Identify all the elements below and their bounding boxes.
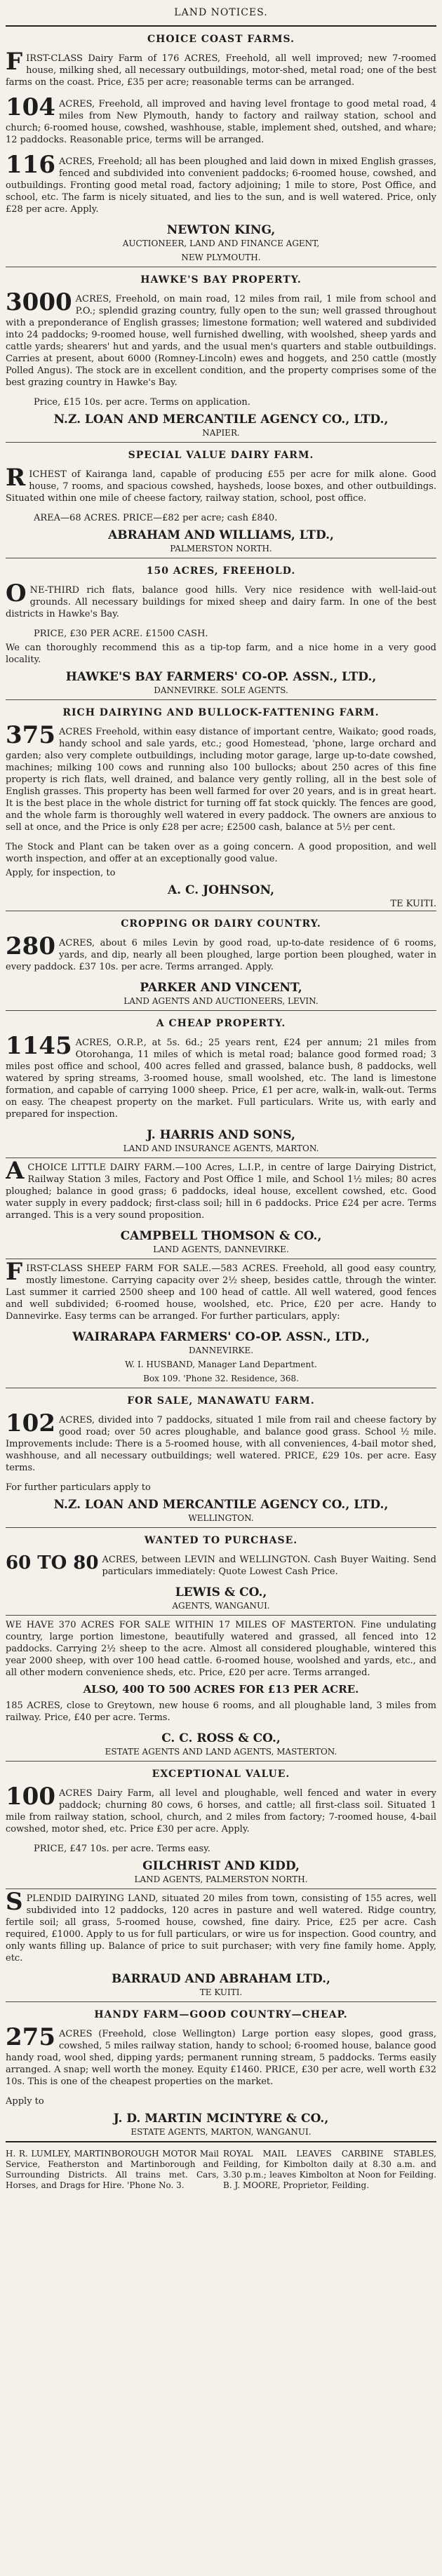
firm-name: CAMPBELL THOMSON & CO., (120, 1229, 322, 1243)
ad-text: ACRES (Freehold, close Wellington) Large portion easy slopes, good grass, cowshed, 5 miles railway station, handy to school; 6-roomed house, balance good handy road, wool shed, dipping yards; permanent running stream, 5 paddocks. Terms easily arranged. A snap; well worth the money. Equity £1460. PRICE, £30 per acre, well worth £32 10s. This is one of the cheapest properties on the market. (6, 2029, 436, 2087)
firm-name: LEWIS & CO., (175, 1585, 267, 1599)
divider (6, 1761, 436, 1762)
divider (6, 2001, 436, 2002)
firm-name: GILCHRIST AND KIDD, (142, 1859, 300, 1873)
manager-line: W. I. HUSBAND, Manager Land Department. (125, 1360, 317, 1369)
drop-cap: F (6, 51, 23, 76)
footer-ad-left (6, 2147, 219, 2193)
drop-cap: 102 (6, 1412, 55, 1437)
section-heading-150-acres: 150 ACRES, FREEHOLD. (146, 565, 296, 577)
ad-wanted (6, 1552, 436, 1580)
firm-name: J. D. MARTIN MCINTYRE & CO., (113, 2112, 329, 2126)
ad-exceptional (6, 1785, 436, 1837)
ad-hawkes-bay (6, 291, 436, 391)
ad-sheep-farm (6, 1261, 436, 1324)
firm-town: TE KUITI. (390, 899, 436, 909)
ad-handy (6, 2026, 436, 2090)
firm-town: LAND AND INSURANCE AGENTS, MARTON. (123, 1143, 319, 1153)
masthead: LAND NOTICES. (174, 7, 268, 18)
firm-town: AGENTS, WANGANUI. (172, 1601, 270, 1611)
firm-name: A. C. JOHNSON, (167, 883, 274, 897)
ad-text: IRST-CLASS SHEEP FARM FOR SALE.—583 ACRES. Freehold, all good easy country, mostly limestone. Carrying capacity over 2½ sheep, besides cattle, through the winter. Last summer it carried 2500 sheep and 100 head of cattle. All well watered, good fences and well subdivided; 6-roomed house, woolshed, etc. Price, £20 per acre. Handy to Dannevirke. Easy terms can be arranged. For further particulars, apply: (6, 1263, 436, 1322)
drop-cap: 275 (6, 2026, 55, 2051)
ad-note: We can thoroughly recommend this as a tip-top farm, and a nice home in a very good locality. (6, 643, 436, 665)
divider (6, 699, 436, 700)
ad-text: PLENDID DAIRYING LAND, situated 20 miles from town, consisting of 155 acres, well subdivided into 12 paddocks, 120 acres in pasture and well watered. Ridge country, fertile soil; all grass, 5-roomed house, cowshed, fine dairy. Price, £25 per acre. Cash required, £1000. Apply to us for full particulars, or wire us for inspection. Good country, and only wants filling up. Balance of price to suit purchaser; with very fine family home. Apply, etc. (6, 1893, 436, 1964)
ad-note: For further particulars apply to (6, 1482, 151, 1493)
ad-cropping (6, 935, 436, 975)
firm-town: ESTATE AGENTS AND LAND AGENTS, MASTERTON. (105, 1747, 337, 1757)
firm-town: PALMERSTON NORTH. (170, 544, 272, 554)
drop-cap: 116 (6, 154, 55, 179)
divider (6, 25, 436, 27)
ad-text: 185 ACRES, close to Greytown, new house 6 rooms, and all ploughable land, 3 miles from railway. Price, £40 per acre. Terms. (6, 1700, 436, 1723)
ad-text: ACRES, O.R.P., at 5s. 6d.; 25 years rent, £24 per annum; 21 miles from Otorohanga, 11 miles of which is metal road; balance good formed road; 3 miles post office and school, 400 acres felled and grassed, balance bush, 8 paddocks, well watered by spring streams, 3-roomed house, small woolshed, etc. The land is limestone formation, and capable of carrying 1000 sheep. Price, £1 per acre, walk-in, walk-out. Terms on easy. The cheapest property on the market. Full particulars. Write us, with early and prepared for inspection. (6, 1038, 436, 1120)
drop-cap: 3000 (6, 291, 72, 316)
firm-town: WELLINGTON. (188, 1513, 254, 1523)
drop-cap: 1145 (6, 1035, 72, 1060)
drop-cap: 100 (6, 1785, 55, 1811)
firm-name: ABRAHAM AND WILLIAMS, LTD., (108, 528, 334, 542)
drop-cap: 375 (6, 724, 55, 749)
agent-name: NEWTON KING, (166, 223, 276, 237)
ad-text: ACRES Freehold, within easy distance of important centre, Waikato; good roads, handy school and sale yards, etc.; good Homestead, 'phone, large orchard and garden; also very complete outbuildings, including motor garage, large up-to-date cowshed, machines; milking 100 cows and running also 100 bullocks; about 250 acres of this fine property is rich flats, well drained, and balance very gently rolling, all in the best sole of English grasses. This property has been well farmed for over 20 years, and is in great heart. It is the best place in the whole district for turning off fat stock quickly. The fences are good, and the whole farm is thoroughly well watered in every paddock. The owners are anxious to sell at once, and the Price is only £28 per acre; £2500 cash, balance at 5½ per cent. (6, 727, 436, 833)
ad-text: CHOICE LITTLE DAIRY FARM.—100 Acres, L.I.P., in centre of large Dairying District, Railway Station 3 miles, Factory and Post Office 1 mile, and School 1½ miles; 80 acres ploughed; balance in good grass; 6 paddocks, ideal house, excellent cowshed, etc. Good water supply in every paddock; first-class soil; hill in 6 paddocks. Price £24 per acre. Terms arranged. This is a very sound proposition. (6, 1162, 436, 1221)
firm-name: C. C. ROSS & CO., (161, 1731, 281, 1745)
ad-special (6, 467, 436, 507)
drop-cap: A (6, 1160, 25, 1185)
drop-cap: S (6, 1891, 23, 1916)
drop-cap: R (6, 467, 26, 492)
section-heading-cropping: CROPPING OR DAIRY COUNTRY. (121, 918, 321, 930)
firm-town: DANNEVIRKE. SOLE AGENTS. (154, 685, 288, 695)
firm-town: ESTATE AGENTS, MARTON, WANGANUI. (130, 2127, 312, 2137)
firm-name: WAIRARAPA FARMERS' CO-OP. ASSN., LTD., (72, 1330, 370, 1344)
ad-text: ROYAL MAIL LEAVES CARBINE STABLES, Feilding, for Kimbolton daily at 8.30 a.m. and 3.30 p.m.; leaves Kimbolton at Noon for Feilding. B. J. MOORE, Proprietor, Feilding. (223, 2149, 436, 2190)
ad-coast-2 (6, 96, 436, 148)
firm-name: PARKER AND VINCENT, (140, 981, 302, 995)
divider (6, 1527, 436, 1528)
apply-line: Apply, for inspection, to (6, 868, 116, 878)
ad-masterton (6, 1617, 436, 1726)
ad-coast-1 (6, 51, 436, 90)
firm-town: LAND AGENTS AND AUCTIONEERS, LEVIN. (123, 996, 319, 1006)
box-phone-line: Box 109. 'Phone 32. Residence, 368. (143, 1374, 299, 1383)
divider (6, 442, 436, 443)
footer-ads (6, 2147, 436, 2193)
ad-text: ACRES, between LEVIN and WELLINGTON. Cash Buyer Waiting. Send particulars immediately: Quote Lowest Cash Price. (102, 1555, 436, 1577)
section-heading-cheap: A CHEAP PROPERTY. (156, 1018, 286, 1029)
ad-text: ACRES, divided into 7 paddocks, situated 1 mile from rail and cheese factory by good road; over 50 acres ploughable, and balance good grass. School ½ mile. Improvements include: There is a 5-roomed house, with all conveniences, 4-bail motor shed, washhouse, and all necessary outbuildings; well watered. PRICE, £29 10s. per acre. Easy terms. (6, 1415, 436, 1473)
ad-text: H. R. LUMLEY, MARTINBOROUGH MOTOR Mail Service, Featherston and Martinborough and Surrounding Districts. All trains met. Cars, Horses, and Drags for Hire. 'Phone No. 3. (6, 2149, 219, 2190)
drop-cap: F (6, 1261, 23, 1286)
section-heading-special: SPECIAL VALUE DAIRY FARM. (128, 450, 314, 461)
ad-coast-3 (6, 154, 436, 217)
agent-title: AUCTIONEER, LAND AND FINANCE AGENT, (122, 239, 320, 248)
ad-subheading: ALSO, 400 TO 500 ACRES FOR £13 PER ACRE. (83, 1683, 359, 1696)
firm-town: NAPIER. (202, 428, 240, 438)
ad-text: ACRES, Freehold, on main road, 12 miles from rail, 1 mile from school and P.O.; splendid grazing country, fully open to the sun; well grassed throughout with a preponderance of English grasses; limestone formation; well watered and subdivided into 24 paddocks; 9-roomed house, well furnished dwelling, with woolshed, sheep yards and cattle yards; shearers' hut and yards, and the usual men's quarters and stable outbuildings. Carries at present, about 6000 (Romney-Lincoln) ewes and hoggets, and 250 cattle (mostly Polled Angus). The stock are in excellent condition, and the property comprises some of the best grazing country in Hawke's Bay. (6, 294, 436, 388)
section-heading-coast: CHOICE COAST FARMS. (147, 34, 295, 45)
ad-splendid (6, 1891, 436, 1966)
firm-town: TE KUITI. (199, 1987, 243, 1997)
firm-town: DANNEVIRKE. (188, 1346, 254, 1355)
divider (6, 1010, 436, 1011)
ad-text: NE-THIRD rich flats, balance good hills. Very nice residence with well-laid-out grounds. All necessary buildings for mixed sheep and dairy farm. In one of the best districts in Hawke's Bay. (6, 585, 436, 619)
drop-cap: 104 (6, 96, 55, 121)
ad-text: IRST-CLASS Dairy Farm of 176 ACRES, Freehold, all well improved; new 7-roomed house, milking shed, all necessary outbuildings, motor-shed, metal road; one of the best farms on the coast. Price, £35 per acre; reasonable terms can be arranged. (6, 53, 436, 88)
divider (6, 2141, 436, 2142)
ad-note: The Stock and Plant can be taken over as a going concern. A good proposition, and well worth inspection, and offer at an exceptionally good value. (6, 842, 436, 864)
firm-name: N.Z. LOAN AND MERCANTILE AGENCY CO., LTD., (53, 1498, 389, 1512)
section-heading-hawkes-bay: HAWKE'S BAY PROPERTY. (140, 274, 302, 286)
firm-name: N.Z. LOAN AND MERCANTILE AGENCY CO., LTD., (53, 412, 389, 427)
footer-ad-right (223, 2147, 436, 2193)
price-line: PRICE, £47 10s. per acre. Terms easy. (34, 1844, 210, 1854)
ad-text: ACRES, Freehold; all has been ploughed and laid down in mixed English grasses, fenced and subdivided into convenient paddocks; 6-roomed house, cowshed, and outbuildings. Fronting good metal road, factory adjoining; 1 mile to store, Post Office, and school, etc. The farm is nicely situated, and lies to the sun, and is well watered. Price, only £28 per acre. Apply. (6, 156, 436, 215)
apply-line: Apply to (6, 2096, 44, 2107)
section-heading-handy: HANDY FARM—GOOD COUNTRY—CHEAP. (94, 2009, 348, 2020)
drop-cap: 280 (6, 935, 55, 960)
drop-cap: O (6, 582, 27, 608)
section-heading-wanted: WANTED TO PURCHASE. (144, 1535, 298, 1546)
ad-text: ICHEST of Kairanga land, capable of producing £55 per acre for milk alone. Good house, 7 rooms, and spacious cowshed, haysheds, loose boxes, and other outbuildings. Situated within one mile of cheese factory, railway station, school, post office. (6, 469, 436, 504)
firm-name: J. HARRIS AND SONS, (147, 1128, 295, 1142)
ad-text: ACRES, about 6 miles Levin by good road, up-to-date residence of 6 rooms, yards, and dip, nearly all been ploughed, large portion been ploughed, water in every paddock. £37 10s. per acre. Terms arranged. Apply. (6, 938, 436, 972)
divider (6, 1615, 436, 1616)
ad-manawatu (6, 1412, 436, 1476)
firm-town: LAND AGENTS, PALMERSTON NORTH. (134, 1874, 308, 1884)
section-heading-rich: RICH DAIRYING AND BULLOCK-FATTENING FARM. (62, 707, 380, 718)
ad-rich (6, 724, 436, 836)
ad-text: ACRES, Freehold, all improved and having level frontage to good metal road, 4 miles from New Plymouth, handy to factory and railway station, school and church; 6-roomed house, cowshed, washhouse, stable, implement shed, outshed, and whare; 12 paddocks. Reasonable price, terms will be arranged. (6, 99, 436, 145)
area-line: AREA—68 ACRES. PRICE—£82 per acre; cash £840. (34, 513, 278, 523)
agent-town: NEW PLYMOUTH. (181, 253, 261, 262)
firm-town: LAND AGENTS, DANNEVIRKE. (153, 1245, 289, 1254)
firm-name: HAWKE'S BAY FARMERS' CO-OP. ASSN., LTD., (65, 670, 377, 684)
section-heading-exceptional: EXCEPTIONAL VALUE. (152, 1769, 290, 1780)
price-line: Price, £15 10s. per acre. Terms on application. (34, 397, 250, 408)
price-line: PRICE, £30 PER ACRE. £1500 CASH. (34, 629, 208, 639)
ad-cheap (6, 1035, 436, 1122)
newspaper-page (6, 0, 436, 2193)
drop-cap: 60 TO 80 (6, 1552, 99, 1574)
ad-choice-dairy (6, 1160, 436, 1223)
ad-text: ACRES Dairy Farm, all level and ploughable, well fenced and water in every paddock; churning 80 cows, 6 horses, and cattle; all first-class soil. Situated 1 mile from railway station, school, church, and 2 miles from factory; 7-roomed house, 4-bail cowshed, motor shed, etc. Price £30 per acre. Apply. (6, 1788, 436, 1834)
ad-150-acres (6, 582, 436, 622)
ad-text: WE HAVE 370 ACRES FOR SALE WITHIN 17 MILES OF MASTERTON. Fine undulating country, large portion limestone, beautifully watered and grassed, all fenced into 12 paddocks. Carrying 2½ sheep to the acre. Almost all considered ploughable, wintered this year 2000 sheep, with over 100 head cattle. 6-roomed house, woolshed and yards, etc., and all other modern convenience sheds, etc. Price, £20 per acre. Terms arranged. (6, 1620, 436, 1678)
section-heading-manawatu: FOR SALE, MANAWATU FARM. (127, 1395, 315, 1407)
firm-name: BARRAUD AND ABRAHAM LTD., (112, 1972, 330, 1986)
